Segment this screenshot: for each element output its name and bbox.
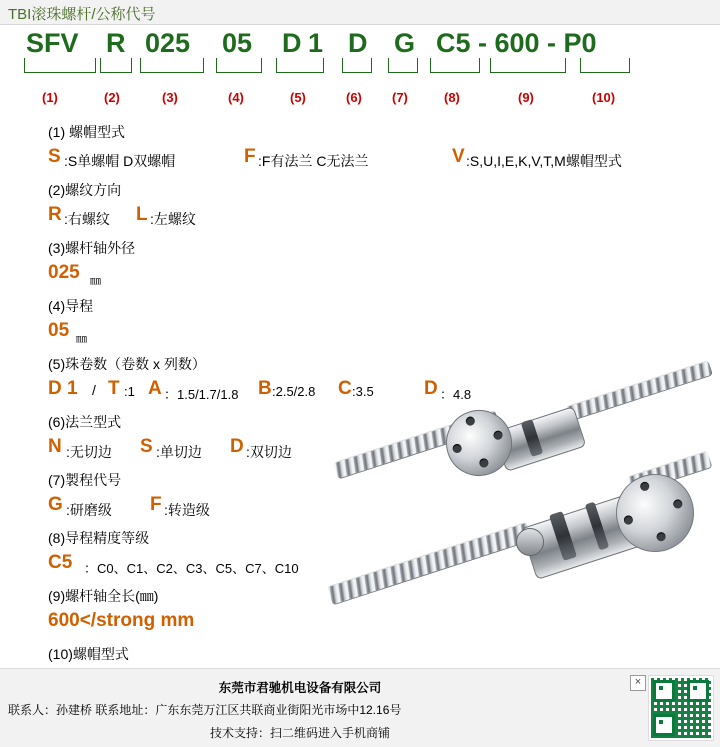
spec-key: S [48,146,61,167]
spec-label: (5)珠卷数（卷数 x 列数） [48,356,206,372]
spec-key: A [148,378,162,399]
spec-key: D [424,378,438,399]
code-bracket [24,58,96,73]
spec-key: C5 [48,552,73,573]
code-bracket [100,58,132,73]
code-segment: SFV [26,28,79,58]
spec-unit: ㎜ [90,275,101,287]
spec-key: L [136,204,148,225]
code-index: (6) [346,90,362,105]
spec-label: (8)导程精度等级 [48,530,150,546]
spec-value: :3.5 [352,384,374,399]
spec-key: 025 [48,262,80,283]
spec-value: ：4.8 [440,387,472,402]
code-index: (7) [392,90,408,105]
spec-item-2-title [0,174,720,202]
code-index: (2) [104,90,120,105]
spec-key: V [452,146,465,167]
spec-label: (2)螺纹方向 [48,182,122,198]
code-segment: R [106,28,126,58]
code-segment: 05 [222,28,253,58]
spec-value: :F有法兰 C无法兰 [258,153,369,169]
spec-item-1-title [0,118,720,146]
code-segment: G [394,28,416,58]
spec-item-3-title [0,230,720,258]
qr-code[interactable] [648,675,714,741]
code-bracket [430,58,480,73]
code-segment: D [282,28,302,58]
company-name: 东莞市君驰机电设备有限公司 [218,681,382,695]
code-index: (9) [518,90,534,105]
code-index: (4) [228,90,244,105]
spec-label: (4)导程 [48,298,94,314]
contact-line: 联系人：孙建桥 联系地址：广东东莞万江区共联商业街阳光市场中12.16号 [8,703,402,717]
support-line: 技术支持：扫二维码进入手机商铺 [209,726,390,740]
spec-key: D 1 [48,378,78,399]
spec-value: :双切边 [246,444,292,460]
spec-key: D [230,436,244,457]
spec-value: :2.5/2.8 [272,384,316,399]
code-segment: 1 [308,28,324,58]
flange-upper [437,401,520,484]
spec-label: (7)製程代号 [48,472,122,488]
spec-value: :左螺纹 [150,211,196,227]
spec-value: :1 [124,384,135,399]
spec-item-4-title [0,286,720,314]
spec-label: (6)法兰型式 [48,414,122,430]
code-bracket [580,58,630,73]
spec-unit: ㎜ [76,333,87,345]
close-icon[interactable]: × [630,675,646,691]
spec-key: R [48,204,62,225]
spec-value: :S单螺帽 D双螺帽 [64,153,176,169]
code-bracket [216,58,262,73]
spec-value: :无切边 [66,444,112,460]
product-photo [330,400,710,640]
code-bracket [342,58,372,73]
spec-label: (1) 螺帽型式 [48,124,125,140]
spec-value: ：C0、C1、C2、C3、C5、C7、C10 [84,561,299,576]
spec-key: G [48,494,63,515]
spec-value: :研磨级 [66,502,112,518]
spec-key: 600</strong mm [48,610,195,631]
code-index: (10) [592,90,616,105]
spec-label: (9)螺杆轴全长(㎜) [48,588,159,604]
spec-value: :S,U,I,E,K,V,T,M螺帽型式 [466,153,622,169]
spec-item-3-values [0,258,720,286]
spec-value: ：1.5/1.7/1.8 [164,387,239,402]
spec-key: T [108,378,120,399]
page-footer [0,668,720,747]
spec-value: :转造级 [164,502,210,518]
code-bracket [140,58,204,73]
spec-key: S [140,436,153,457]
spec-key: C [338,378,352,399]
code-segment: D [348,28,368,58]
code-index: (1) [42,90,58,105]
ball-screw-shaft-lower [327,522,533,606]
spec-key: F [244,146,256,167]
code-index-row [0,90,720,108]
spec-value: :右螺纹 [64,211,110,227]
spec-sep: / [92,382,96,398]
model-code-row [0,28,720,58]
code-index: (8) [444,90,460,105]
page-title: TBI滚珠螺杆/公称代号 [8,6,156,23]
spec-label: (10)螺帽型式 [48,646,129,662]
spec-item-1-values [0,146,720,174]
spec-key: 05 [48,320,70,341]
code-bracket [388,58,418,73]
spec-item-5-title [0,342,720,370]
code-segment: C5 - 600 - P0 [436,28,597,58]
spec-key: F [150,494,162,515]
code-segment: 025 [145,28,191,58]
code-bracket [490,58,566,73]
ball-return-ring [516,528,544,556]
spec-item-2-values [0,202,720,230]
spec-value: :单切边 [156,444,202,460]
spec-label: (3)螺杆轴外径 [48,240,136,256]
spec-key: N [48,436,62,457]
code-index: (5) [290,90,306,105]
spec-key: B [258,378,272,399]
code-index: (3) [162,90,178,105]
spec-item-4-values [0,314,720,345]
code-bracket-row [0,58,720,76]
page-header [0,0,720,25]
code-bracket [276,58,324,73]
